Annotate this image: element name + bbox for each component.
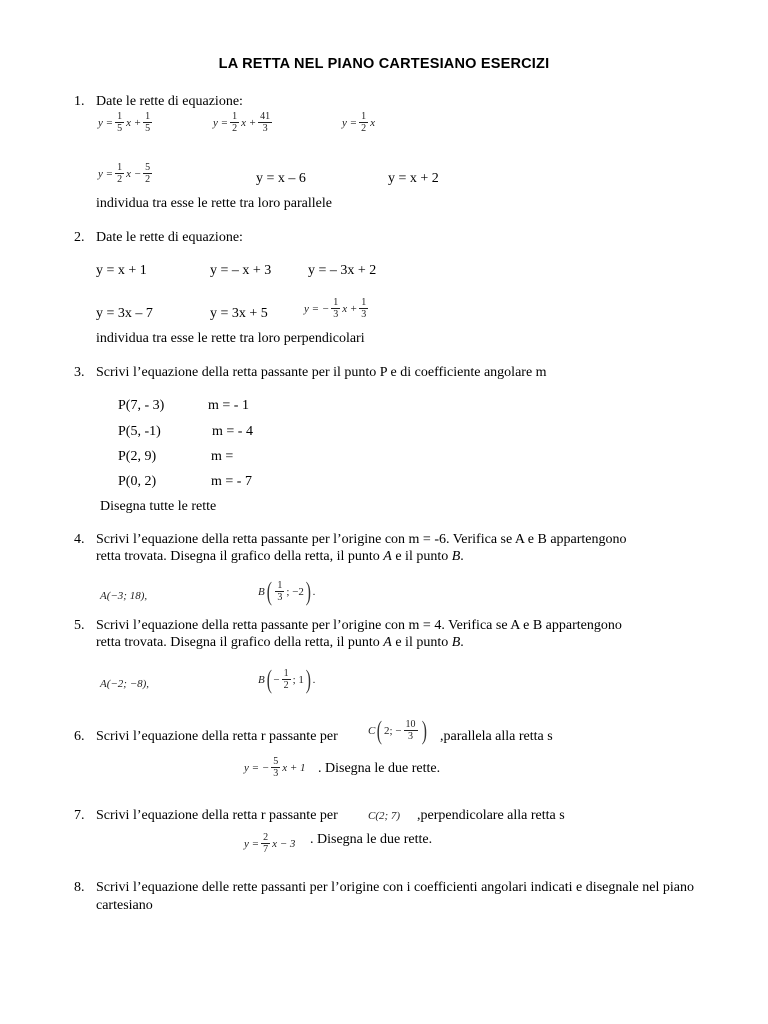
ex8-number: 8. [74, 880, 85, 895]
ex6-point-c: C ( 2; − $\frac{10}{3}$ ) [368, 715, 427, 745]
ex8-text: Scrivi l’equazione delle rette passanti per l’origine con i coefficienti angolari indicati e disegnale nel piano cartesiano [96, 880, 694, 913]
ex4-point-a: A(−3; 18), [100, 590, 148, 602]
ex4-line-2: retta trovata. Disegna il grafico della retta, il punto A e il punto B. [96, 549, 464, 564]
ex7-point-c: C(2; 7) [368, 810, 401, 822]
ex3-point-2: P(5, -1) [118, 424, 161, 439]
ex2-equation-6: y = − $\frac{1}{3}$ x + $\frac{1}{3}$ [304, 297, 367, 320]
ex1-equation-6: y = x + 2 [388, 171, 439, 186]
ex1-equation-3: y = $\frac{1}{2}$ x [342, 111, 375, 134]
ex1-prompt: Date le rette di equazione: [96, 94, 243, 109]
ex3-point-3: P(2, 9) [118, 449, 157, 464]
ex1-equation-2: y = $\frac{1}{2}$ x + $\frac{41}{3}$ [213, 111, 271, 134]
ex6-text-a: Scrivi l’equazione della retta r passante per [96, 729, 338, 744]
ex4-point-b: B ( $\frac{1}{3}$ ; −2 ) . [258, 576, 316, 606]
ex2-prompt: Date le rette di equazione: [96, 230, 243, 245]
ex3-task: Disegna tutte le rette [100, 499, 217, 514]
ex6-number: 6. [74, 729, 85, 744]
ex1-equation-5: y = x – 6 [256, 171, 306, 186]
ex3-point-1: P(7, - 3) [118, 398, 165, 413]
ex3-slope-1: m = - 1 [208, 398, 249, 413]
ex3-number: 3. [74, 365, 85, 380]
ex6-text-b: ,parallela alla retta s [440, 729, 553, 744]
page-title: LA RETTA NEL PIANO CARTESIANO ESERCIZI [218, 56, 550, 72]
ex5-line-2: retta trovata. Disegna il grafico della retta, il punto A e il punto B. [96, 635, 464, 650]
ex2-task: individua tra esse le rette tra loro perpendicolari [96, 331, 365, 346]
ex6-line-s: y = − $\frac{5}{3}$ x + 1 [244, 756, 306, 779]
ex5-line-1: Scrivi l’equazione della retta passante per l’origine con m = 4. Verifica se A e B appartengono [96, 618, 622, 633]
ex1-equation-1: y = $\frac{1}{5}$ x + $\frac{1}{5}$ [98, 111, 151, 134]
ex1-number: 1. [74, 94, 85, 109]
ex7-number: 7. [74, 808, 85, 823]
ex7-line-s: y = $\frac{2}{7}$ x − 3 [244, 832, 296, 855]
ex7-task: . Disegna le due rette. [310, 832, 433, 847]
ex2-equation-1: y = x + 1 [96, 263, 147, 278]
ex1-equation-4: y = $\frac{1}{2}$ x − $\frac{5}{2}$ [98, 162, 151, 185]
ex3-prompt: Scrivi l’equazione della retta passante per il punto P e di coefficiente angolare m [96, 365, 547, 380]
ex2-equation-5: y = 3x + 5 [210, 306, 268, 321]
ex5-number: 5. [74, 618, 85, 633]
ex1-task: individua tra esse le rette tra loro parallele [96, 196, 332, 211]
ex3-slope-3: m = [211, 449, 234, 464]
ex2-number: 2. [74, 230, 85, 245]
ex5-point-b: B ( − $\frac{1}{2}$ ; 1 ) . [258, 664, 316, 694]
ex7-text-a: Scrivi l’equazione della retta r passante per [96, 808, 338, 823]
ex2-equation-3: y = – 3x + 2 [308, 263, 377, 278]
ex6-task: . Disegna le due rette. [318, 761, 441, 776]
ex3-point-4: P(0, 2) [118, 474, 157, 489]
ex7-text-b: ,perpendicolare alla retta s [417, 808, 565, 823]
ex4-line-1: Scrivi l’equazione della retta passante per l’origine con m = -6. Verifica se A e B appartengono [96, 532, 627, 547]
ex2-equation-2: y = – x + 3 [210, 263, 272, 278]
ex3-slope-2: m = - 4 [212, 424, 253, 439]
ex4-number: 4. [74, 532, 85, 547]
ex5-point-a: A(−2; −8), [100, 678, 150, 690]
ex3-slope-4: m = - 7 [211, 474, 252, 489]
ex2-equation-4: y = 3x – 7 [96, 306, 153, 321]
